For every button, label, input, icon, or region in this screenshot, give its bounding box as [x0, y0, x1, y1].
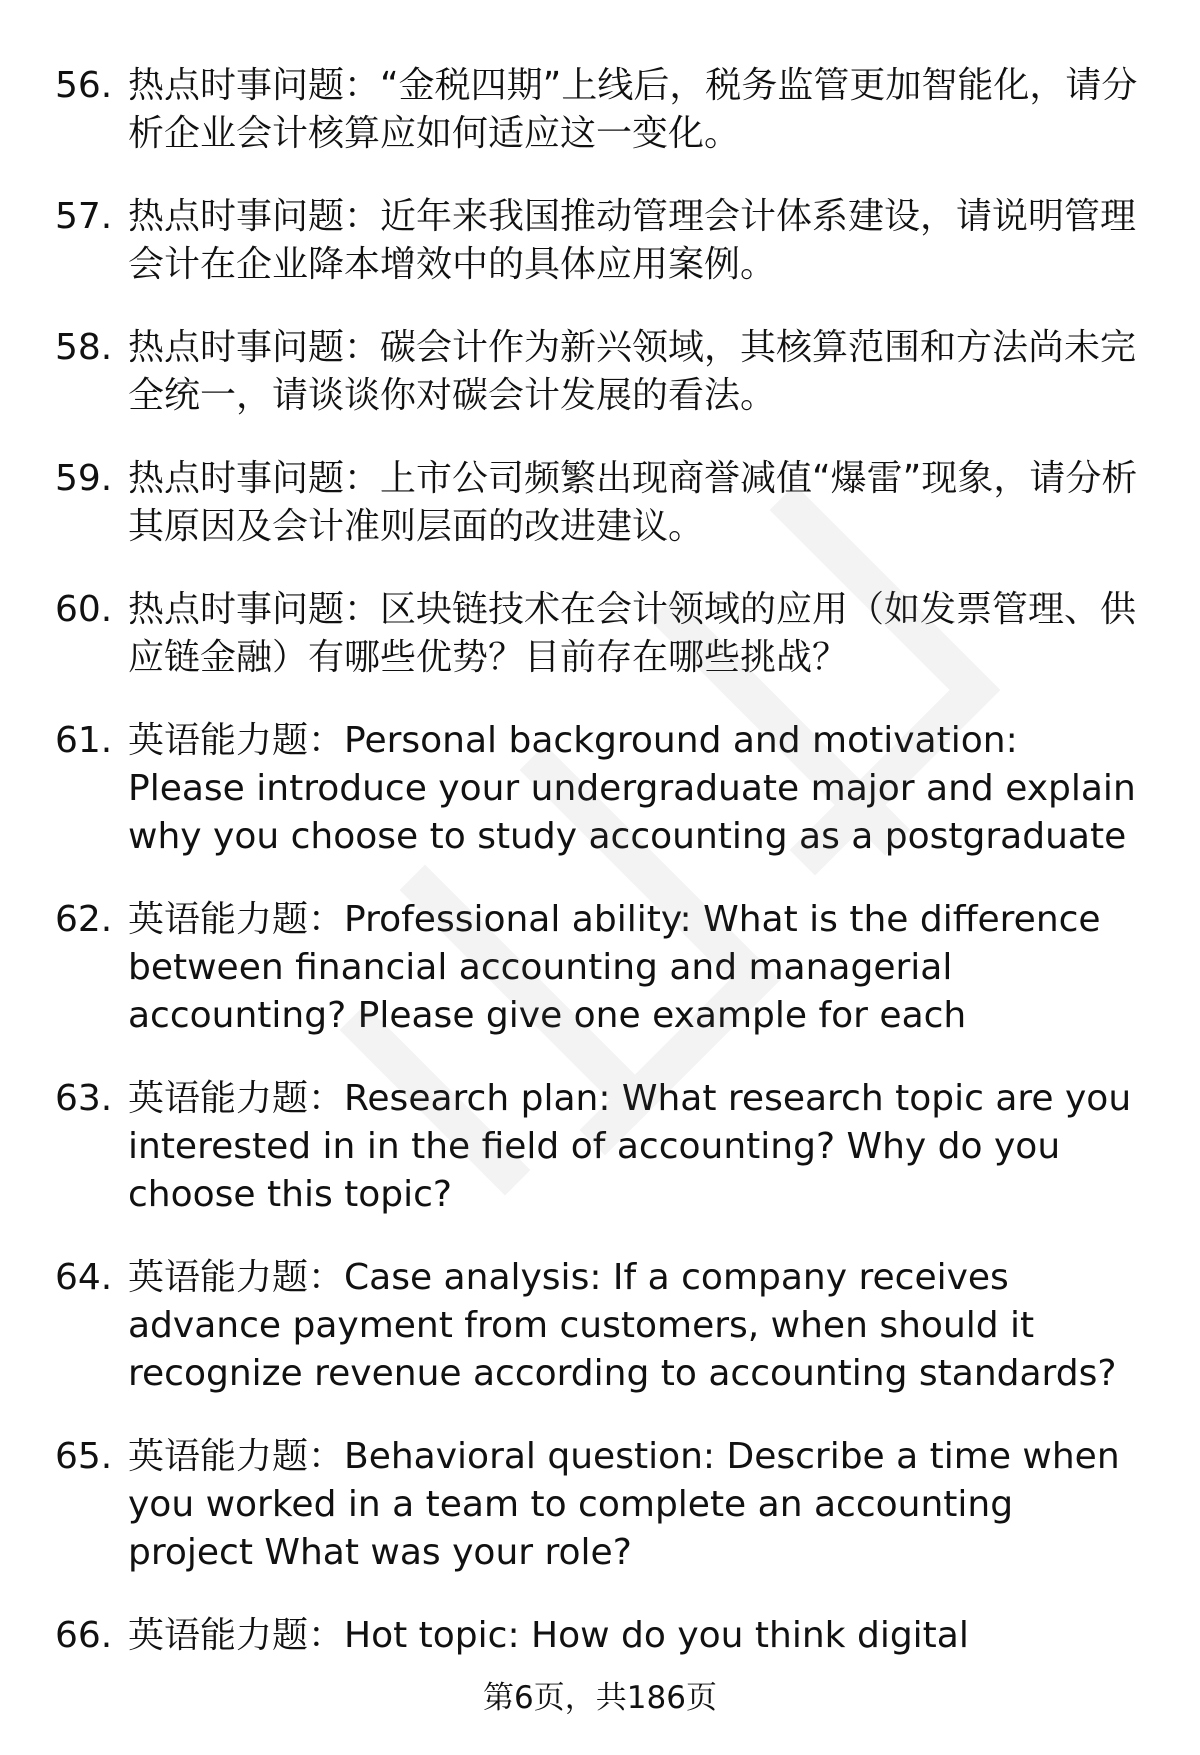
question-body — [127, 62, 1138, 158]
question-number: 59. — [55, 458, 113, 499]
question-text: Behavioral question: Describe a time when you worked in a team to complete an accounting project What was your role? — [128, 1436, 1120, 1573]
question-item — [0, 324, 1200, 420]
question-number: 62. — [55, 899, 113, 940]
question-category: 英语能力题： — [128, 1436, 345, 1477]
question-body — [127, 193, 1138, 289]
page-footer: 第6页，共186页 — [483, 1680, 717, 1716]
question-category: 热点时事问题： — [128, 458, 381, 499]
question-item — [0, 1612, 1200, 1660]
question-number: 63. — [55, 1078, 113, 1119]
question-body — [127, 717, 1138, 861]
question-item — [0, 455, 1200, 551]
question-number: 56. — [55, 65, 113, 106]
question-category: 英语能力题： — [128, 1257, 345, 1298]
question-number: 61. — [55, 720, 113, 761]
question-text: 上市公司频繁出现商誉减值“爆雷”现象，请分析其原因及会计准则层面的改进建议。 — [128, 458, 1138, 547]
question-number: 60. — [55, 589, 113, 630]
question-number: 66. — [55, 1615, 113, 1656]
question-text: Research plan: What research topic are you interested in in the field of accounting? Why do you choose this topic? — [128, 1078, 1132, 1215]
question-body — [127, 586, 1138, 682]
question-number: 57. — [55, 196, 113, 237]
question-text: Case analysis: If a company receives advance payment from customers, when should it recognize revenue according to accounting standards? — [128, 1257, 1117, 1394]
question-text: 近年来我国推动管理会计体系建设，请说明管理会计在企业降本增效中的具体应用案例。 — [128, 196, 1137, 285]
question-body — [127, 324, 1138, 420]
question-category: 英语能力题： — [128, 1615, 345, 1656]
question-category: 热点时事问题： — [128, 196, 381, 237]
question-body — [127, 1433, 1138, 1577]
question-text: “金税四期”上线后，税务监管更加智能化，请分析企业会计核算应如何适应这一变化。 — [128, 65, 1138, 154]
question-body — [127, 1254, 1138, 1398]
question-text: 区块链技术在会计领域的应用（如发票管理、供应链金融）有哪些优势？目前存在哪些挑战？ — [128, 589, 1137, 678]
question-category: 热点时事问题： — [128, 589, 381, 630]
question-category: 英语能力题： — [128, 1078, 345, 1119]
question-item — [0, 717, 1200, 861]
question-text: Professional ability: What is the difference between financial accounting and managerial accounting? Please give one example for each — [128, 899, 1101, 1036]
question-category: 热点时事问题： — [128, 327, 381, 368]
question-item — [0, 896, 1200, 1040]
question-number: 65. — [55, 1436, 113, 1477]
question-number: 64. — [55, 1257, 113, 1298]
question-body — [127, 455, 1138, 551]
question-list — [0, 62, 1200, 1695]
question-body — [127, 1075, 1138, 1219]
question-text: 碳会计作为新兴领域，其核算范围和方法尚未完全统一，请谈谈你对碳会计发展的看法。 — [128, 327, 1137, 416]
question-item — [0, 1254, 1200, 1398]
question-number: 58. — [55, 327, 113, 368]
question-item — [0, 193, 1200, 289]
question-item — [0, 1075, 1200, 1219]
question-category: 热点时事问题： — [128, 65, 381, 106]
question-text: Hot topic: How do you think digital — [344, 1615, 969, 1656]
question-text: Personal background and motivation: Please introduce your undergraduate major and explain why you choose to study accounting as a postgraduate — [128, 720, 1136, 857]
question-item — [0, 1433, 1200, 1577]
question-body — [127, 1612, 1138, 1660]
question-body — [127, 896, 1138, 1040]
question-category: 英语能力题： — [128, 899, 345, 940]
question-item — [0, 62, 1200, 158]
question-item — [0, 586, 1200, 682]
question-category: 英语能力题： — [128, 720, 345, 761]
